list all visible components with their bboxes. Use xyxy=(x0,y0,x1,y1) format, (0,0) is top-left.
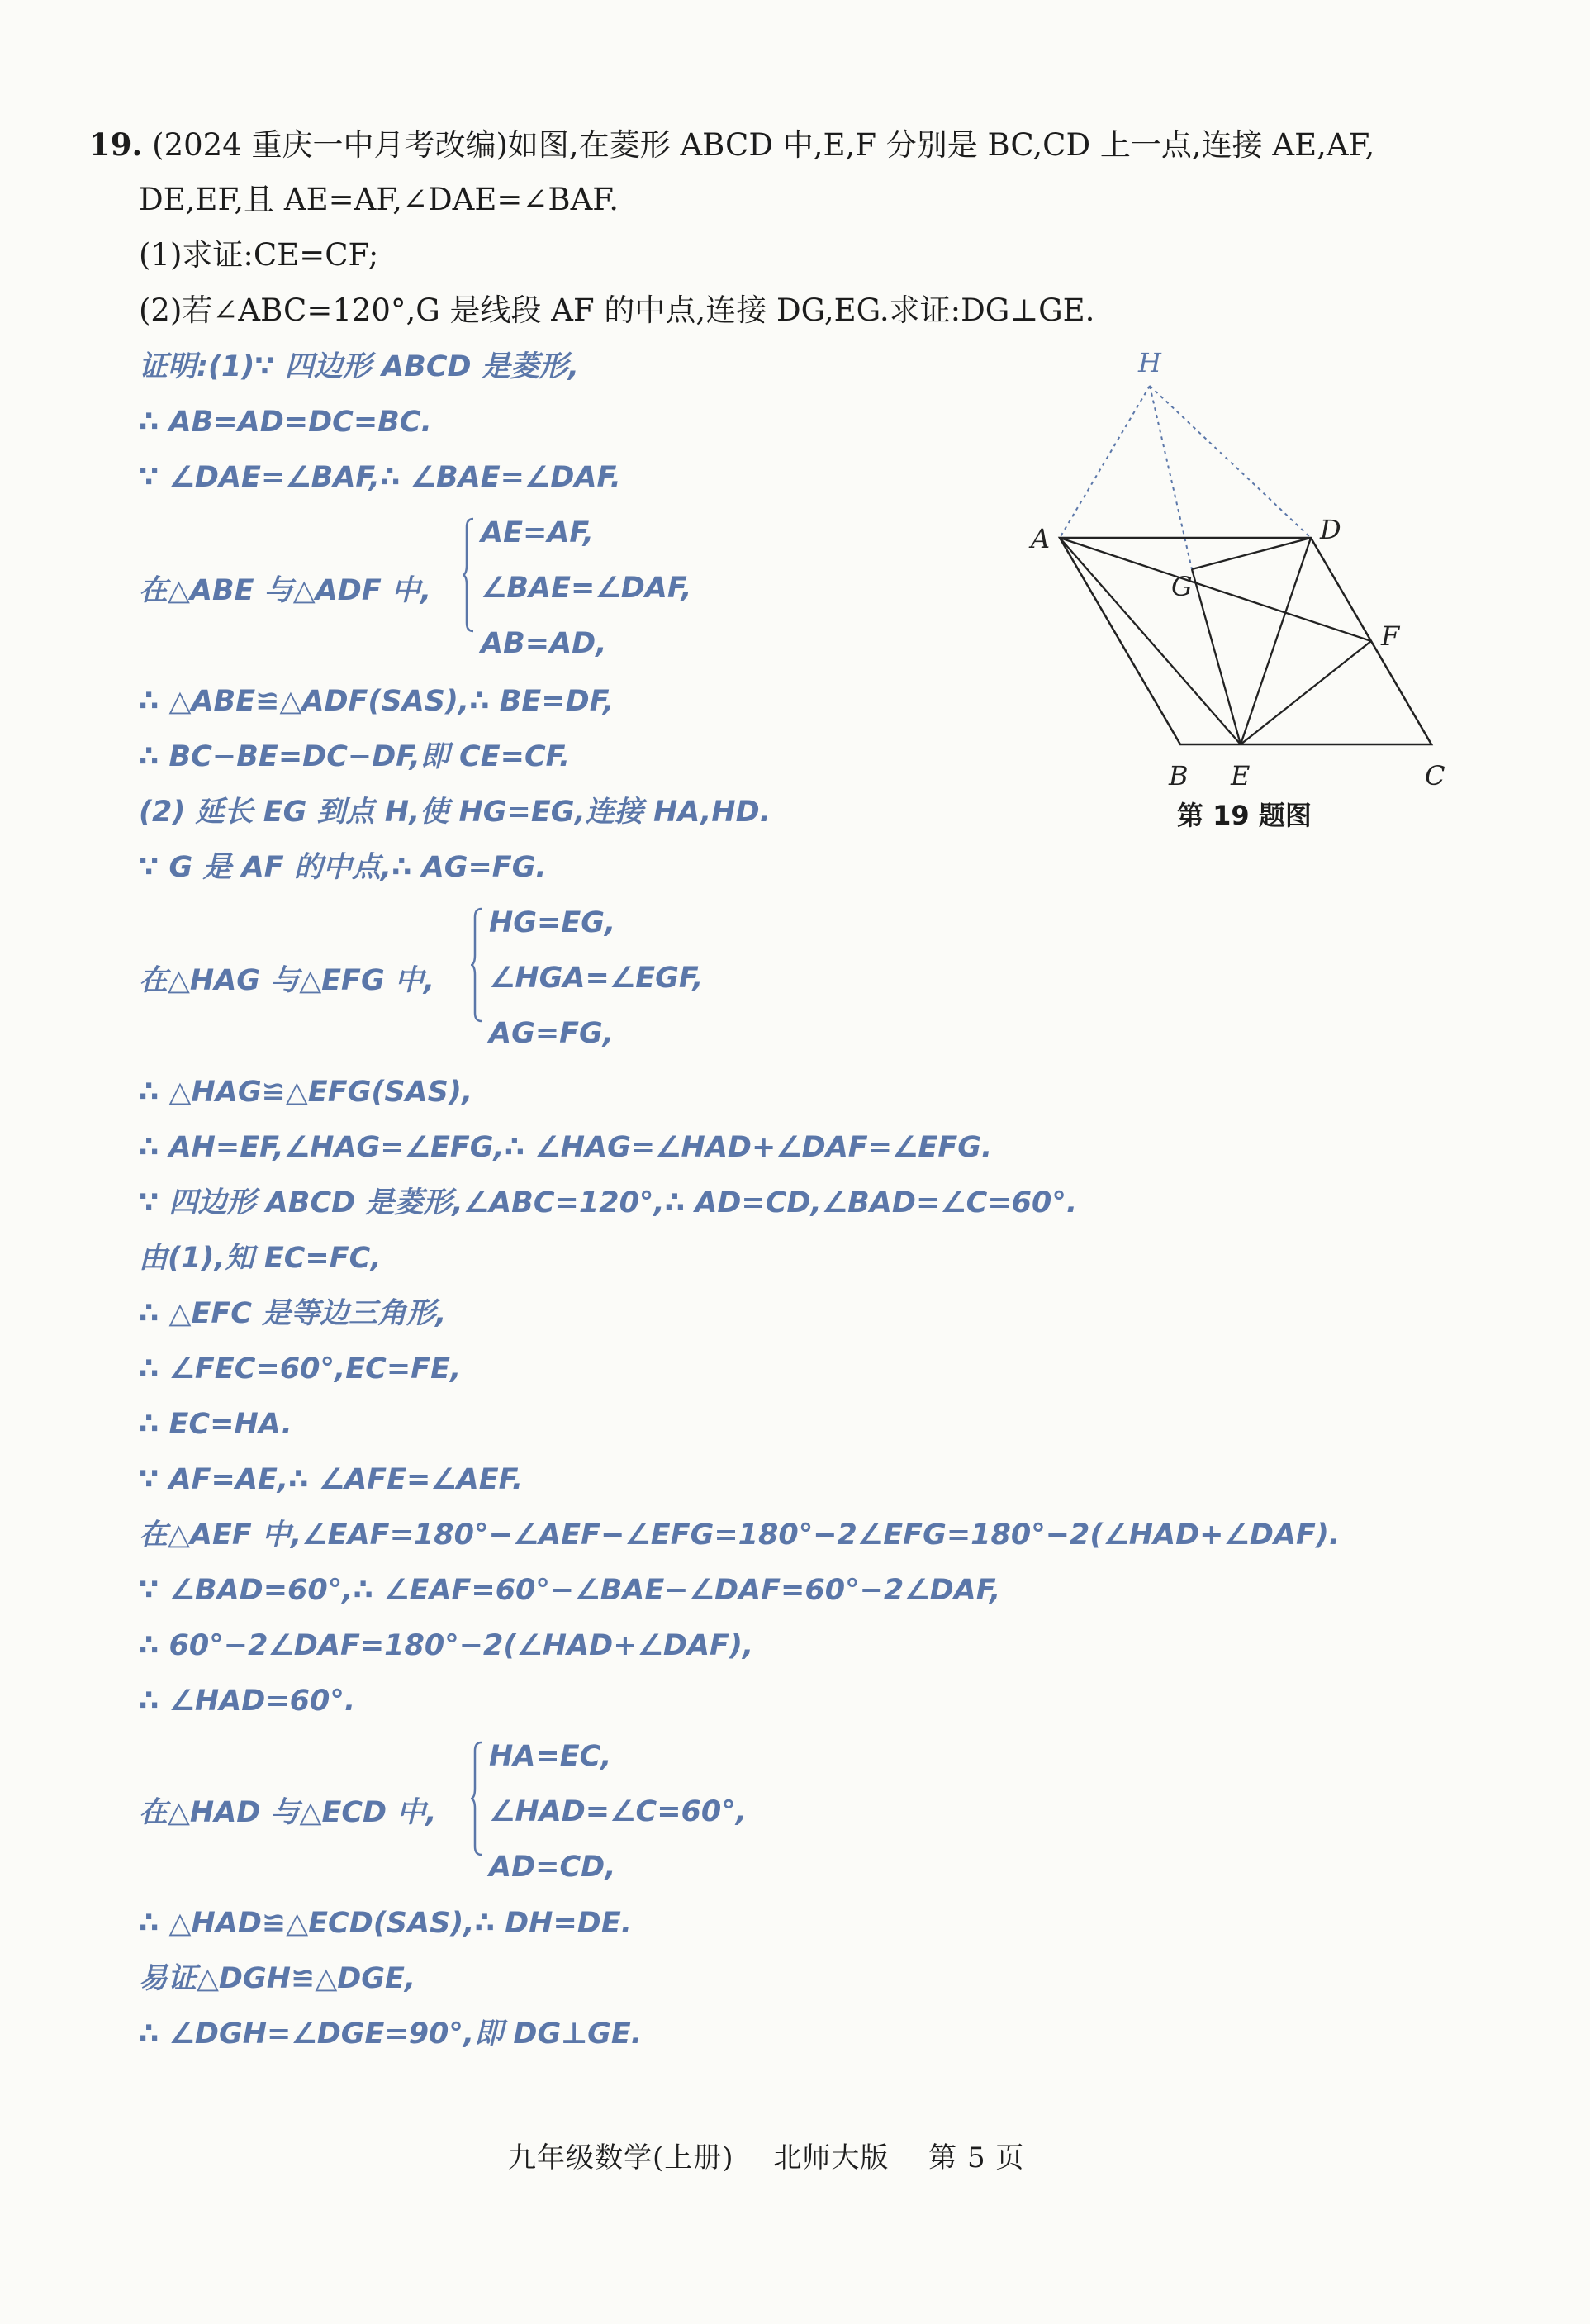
page-footer xyxy=(508,2135,1054,2175)
footer-edition: 北师大版 xyxy=(773,2141,890,2174)
footer-book: 九年级数学(上册) xyxy=(508,2141,734,2174)
segment-af xyxy=(1060,538,1371,641)
solution-line-2: ∴ AB=AD=DC=BC. xyxy=(139,406,432,439)
solution-line-19: ∴ ∠HAD=60°. xyxy=(139,1685,356,1718)
solution-line-13: ∴ ∠FEC=60°,EC=FE, xyxy=(139,1352,462,1385)
segment-dg xyxy=(1192,538,1311,569)
problem-number: 19. xyxy=(89,126,143,163)
system-1-prefix: 在△ABE 与△ADF 中, xyxy=(139,574,432,607)
geometry-figure xyxy=(1024,347,1470,843)
solution-line-15: ∵ AF=AE,∴ ∠AFE=∠AEF. xyxy=(139,1463,524,1496)
solution-line-4: ∴ △ABE≌△ADF(SAS),∴ BE=DF, xyxy=(139,685,615,718)
label-b: B xyxy=(1169,760,1189,791)
solution-line-17: ∵ ∠BAD=60°,∴ ∠EAF=60°−∠BAE−∠DAF=60°−2∠DAF, xyxy=(139,1574,1001,1607)
solution-line-11: 由(1),知 EC=FC, xyxy=(139,1242,382,1275)
label-a: A xyxy=(1031,523,1051,554)
label-e: E xyxy=(1231,760,1251,791)
rhombus-abcd xyxy=(1060,538,1431,744)
system-1-row-2: ∠BAE=∠DAF, xyxy=(481,572,692,605)
solution-line-21: 易证△DGH≌△DGE, xyxy=(139,1962,416,1995)
brace-icon xyxy=(463,517,474,633)
rhombus-diagram xyxy=(1024,347,1470,843)
solution-line-1: 证明:(1)∵ 四边形 ABCD 是菱形, xyxy=(139,350,580,383)
solution-line-22: ∴ ∠DGH=∠DGE=90°,即 DG⊥GE. xyxy=(139,2017,643,2051)
label-g: G xyxy=(1171,571,1193,602)
solution-line-8: ∴ △HAG≌△EFG(SAS), xyxy=(139,1076,473,1109)
problem-text-1: (2024 重庆一中月考改编)如图,在菱形 ABCD 中,E,F 分别是 BC,CD 上一点,连接 AE,AF, xyxy=(152,127,1375,163)
system-2-row-3: AG=FG, xyxy=(489,1017,615,1050)
system-3-row-2: ∠HAD=∠C=60°, xyxy=(489,1795,748,1828)
label-d: D xyxy=(1320,514,1341,545)
brace-icon xyxy=(471,1741,482,1856)
label-h: H xyxy=(1138,347,1161,378)
solution-line-18: ∴ 60°−2∠DAF=180°−2(∠HAD+∠DAF), xyxy=(139,1629,754,1662)
solution-line-6: (2) 延长 EG 到点 H,使 HG=EG,连接 HA,HD. xyxy=(139,796,771,829)
system-1-row-1: AE=AF, xyxy=(481,516,595,549)
problem-line-1 xyxy=(89,126,1374,164)
solution-line-20: ∴ △HAD≌△ECD(SAS),∴ DH=DE. xyxy=(139,1907,633,1940)
solution-line-9: ∴ AH=EF,∠HAG=∠EFG,∴ ∠HAG=∠HAD+∠DAF=∠EFG. xyxy=(139,1131,993,1164)
label-c: C xyxy=(1425,760,1445,791)
system-3-row-1: HA=EC, xyxy=(489,1740,612,1773)
figure-caption: 第 19 题图 xyxy=(1177,800,1312,831)
solution-line-12: ∴ △EFC 是等边三角形, xyxy=(139,1297,447,1330)
system-2-row-2: ∠HGA=∠EGF, xyxy=(489,962,704,995)
brace-icon xyxy=(471,907,482,1023)
solution-line-3: ∵ ∠DAE=∠BAF,∴ ∠BAE=∠DAF. xyxy=(139,461,621,494)
system-2-row-1: HG=EG, xyxy=(489,906,616,939)
segment-ef xyxy=(1241,641,1371,744)
segment-de xyxy=(1241,538,1311,744)
system-3-row-3: AD=CD, xyxy=(489,1851,616,1884)
segment-ha xyxy=(1060,386,1150,538)
segment-hg xyxy=(1150,386,1192,569)
system-3-prefix: 在△HAD 与△ECD 中, xyxy=(139,1796,437,1829)
solution-line-14: ∴ EC=HA. xyxy=(139,1408,292,1441)
problem-line-2: DE,EF,且 AE=AF,∠DAE=∠BAF. xyxy=(139,182,619,217)
label-f: F xyxy=(1381,620,1400,652)
segment-hd xyxy=(1150,386,1311,538)
system-2-prefix: 在△HAG 与△EFG 中, xyxy=(139,964,435,997)
system-1-row-3: AB=AD, xyxy=(481,627,607,660)
solution-line-10: ∵ 四边形 ABCD 是菱形,∠ABC=120°,∴ AD=CD,∠BAD=∠C=60°. xyxy=(139,1186,1078,1219)
problem-part-1: (1)求证:CE=CF; xyxy=(139,237,379,273)
problem-part-2: (2)若∠ABC=120°,G 是线段 AF 的中点,连接 DG,EG.求证:DG⊥GE. xyxy=(139,292,1095,328)
solution-line-7: ∵ G 是 AF 的中点,∴ AG=FG. xyxy=(139,851,547,884)
footer-page-number: 第 5 页 xyxy=(928,2141,1025,2174)
solution-line-16: 在△AEF 中,∠EAF=180°−∠AEF−∠EFG=180°−2∠EFG=180°−2(∠HAD+∠DAF). xyxy=(139,1518,1341,1552)
solution-line-5: ∴ BC−BE=DC−DF,即 CE=CF. xyxy=(139,740,571,773)
